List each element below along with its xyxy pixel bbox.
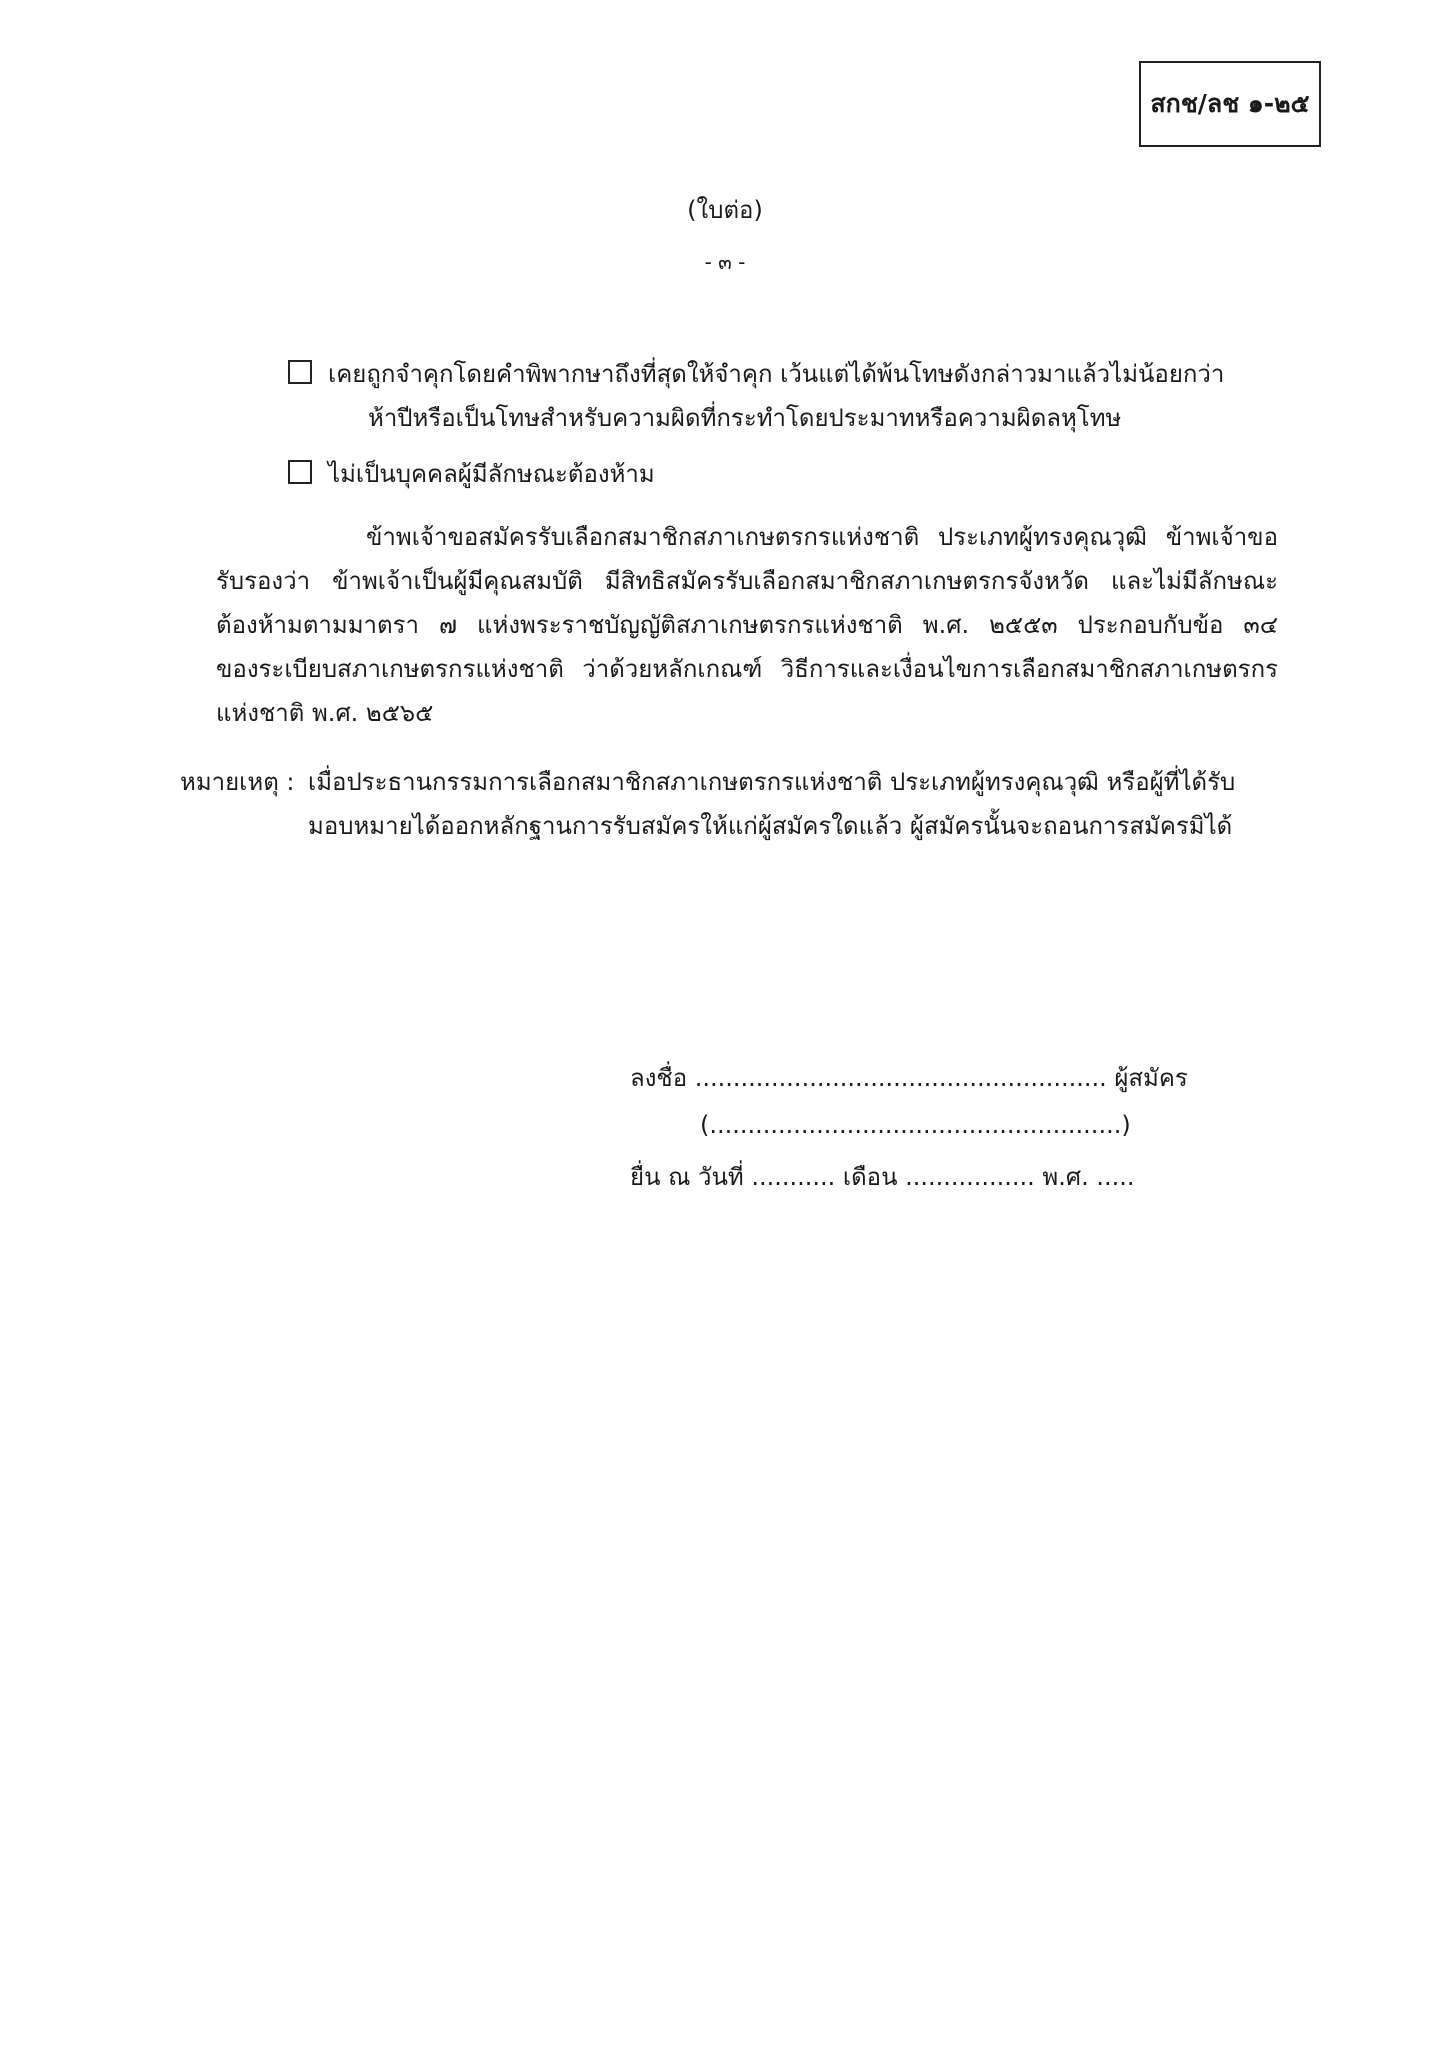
checkbox-not-prohibited[interactable] [288,460,312,484]
declaration-line: ข้าพเจ้าขอสมัครรับเลือกสมาชิกสภาเกษตรกรแห่งชาติ ประเภทผู้ทรงคุณวุฒิ ข้าพเจ้าขอ [366,523,1278,551]
note-line: มอบหมายได้ออกหลักฐานการรับสมัครให้แก่ผู้สมัครใดแล้ว ผู้สมัครนั้นจะถอนการสมัครมิได้ [308,812,1233,840]
checkbox-label-line: ห้าปีหรือเป็นโทษสำหรับความผิดที่กระทำโดยประมาทหรือความผิดลหุโทษ [368,404,1122,432]
note-body [308,760,1280,848]
checkbox-item-imprisonment [288,352,1288,440]
checkbox-imprisonment[interactable] [288,360,312,384]
note-label: หมายเหตุ : [180,768,295,796]
submission-date-line[interactable]: ยื่น ณ วันที่ ........... เดือน ................. พ.ศ. ..... [630,1163,1135,1191]
checkbox-item-not-prohibited [288,452,655,496]
checkbox-label-line: เคยถูกจำคุกโดยคำพิพากษาถึงที่สุดให้จำคุก เว้นแต่ได้พ้นโทษดังกล่าวมาแล้วไม่น้อยกว่า [328,360,1225,388]
printed-name-line[interactable]: (......................................................) [700,1111,1131,1139]
note-section [180,760,1280,848]
declaration-paragraph [216,515,1278,735]
form-code: สกช/ลช ๑-๒๕ [1150,89,1310,118]
page-number: - ๓ - [704,250,746,274]
continued-label: (ใบต่อ) [687,196,763,224]
form-code-box [1139,61,1321,147]
declaration-line: ต้องห้ามตามมาตรา ๗ แห่งพระราชบัญญัติสภาเกษตรกรแห่งชาติ พ.ศ. ๒๕๕๓ ประกอบกับข้อ ๓๔ [216,611,1278,639]
checkbox-label-line: ไม่เป็นบุคคลผู้มีลักษณะต้องห้าม [328,460,655,488]
declaration-line: แห่งชาติ พ.ศ. ๒๕๖๕ [216,699,434,727]
checkbox-label [328,352,1288,440]
declaration-line: ของระเบียบสภาเกษตรกรแห่งชาติ ว่าด้วยหลักเกณฑ์ วิธีการและเงื่อนไขการเลือกสมาชิกสภาเกษตรกร [216,655,1278,683]
declaration-line: รับรองว่า ข้าพเจ้าเป็นผู้มีคุณสมบัติ มีสิทธิสมัครรับเลือกสมาชิกสภาเกษตรกรจังหวัด และไม่มีลักษณะ [216,567,1278,595]
note-line: เมื่อประธานกรรมการเลือกสมาชิกสภาเกษตรกรแห่งชาติ ประเภทผู้ทรงคุณวุฒิ หรือผู้ที่ได้รับ [308,768,1236,796]
checkbox-label [328,452,655,496]
signature-line[interactable]: ลงชื่อ ...................................................... ผู้สมัคร [630,1064,1188,1092]
